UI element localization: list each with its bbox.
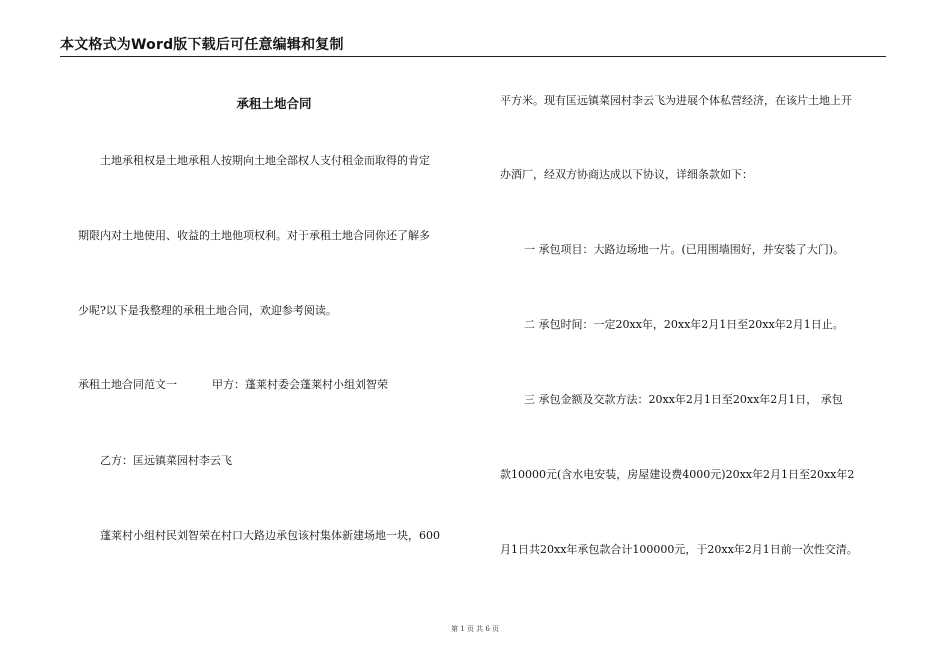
paragraph-line: 款10000元(含水电安装，房屋建设费4000元)20xx年2月1日至20xx年2 [500,468,855,481]
paragraph-line: 办酒厂，经双方协商达成以下协议，详细条款如下： [500,168,753,181]
paragraph-line: 期限内对土地使用、收益的土地他项权利。对于承租土地合同你还了解多 [78,229,430,242]
party-a: 甲方：蓬莱村委会蓬莱村小组刘智荣 [212,378,388,391]
section-heading [78,378,388,392]
page-number: 第 1 页 共 6 页 [450,625,500,633]
clause-item: 一 承包项目：大路边场地一片。(已用围墙围好，并安装了大门)。 [524,243,845,256]
document-title: 承租土地合同 [236,96,312,111]
paragraph-line: 月1日共20xx年承包款合计100000元，于20xx年2月1日前一次性交清。 [500,543,858,556]
page-header [60,34,886,57]
paragraph-line: 平方米。现有匡远镇菜园村李云飞为进展个体私营经济，在该片土地上开 [500,94,852,107]
header-text: 本文格式为Word版下载后可任意编辑和复制 [60,37,344,53]
sample-title: 承租土地合同范文一 [78,378,177,391]
paragraph-line: 少呢?以下是我整理的承租土地合同，欢迎参考阅读。 [78,304,337,317]
paragraph-line: 蓬莱村小组村民刘智荣在村口大路边承包该村集体新建场地一块，600 [100,529,440,542]
clause-item: 三 承包金额及交款方法：20xx年2月1日至20xx年2月1日， 承包 [524,393,843,406]
clause-item: 二 承包时间：一定20xx年，20xx年2月1日至20xx年2月1日止。 [524,318,844,331]
party-b: 乙方：匡远镇菜园村李云飞 [100,454,232,467]
paragraph-line: 土地承租权是土地承租人按期向土地全部权人支付租金而取得的肯定 [100,154,430,167]
